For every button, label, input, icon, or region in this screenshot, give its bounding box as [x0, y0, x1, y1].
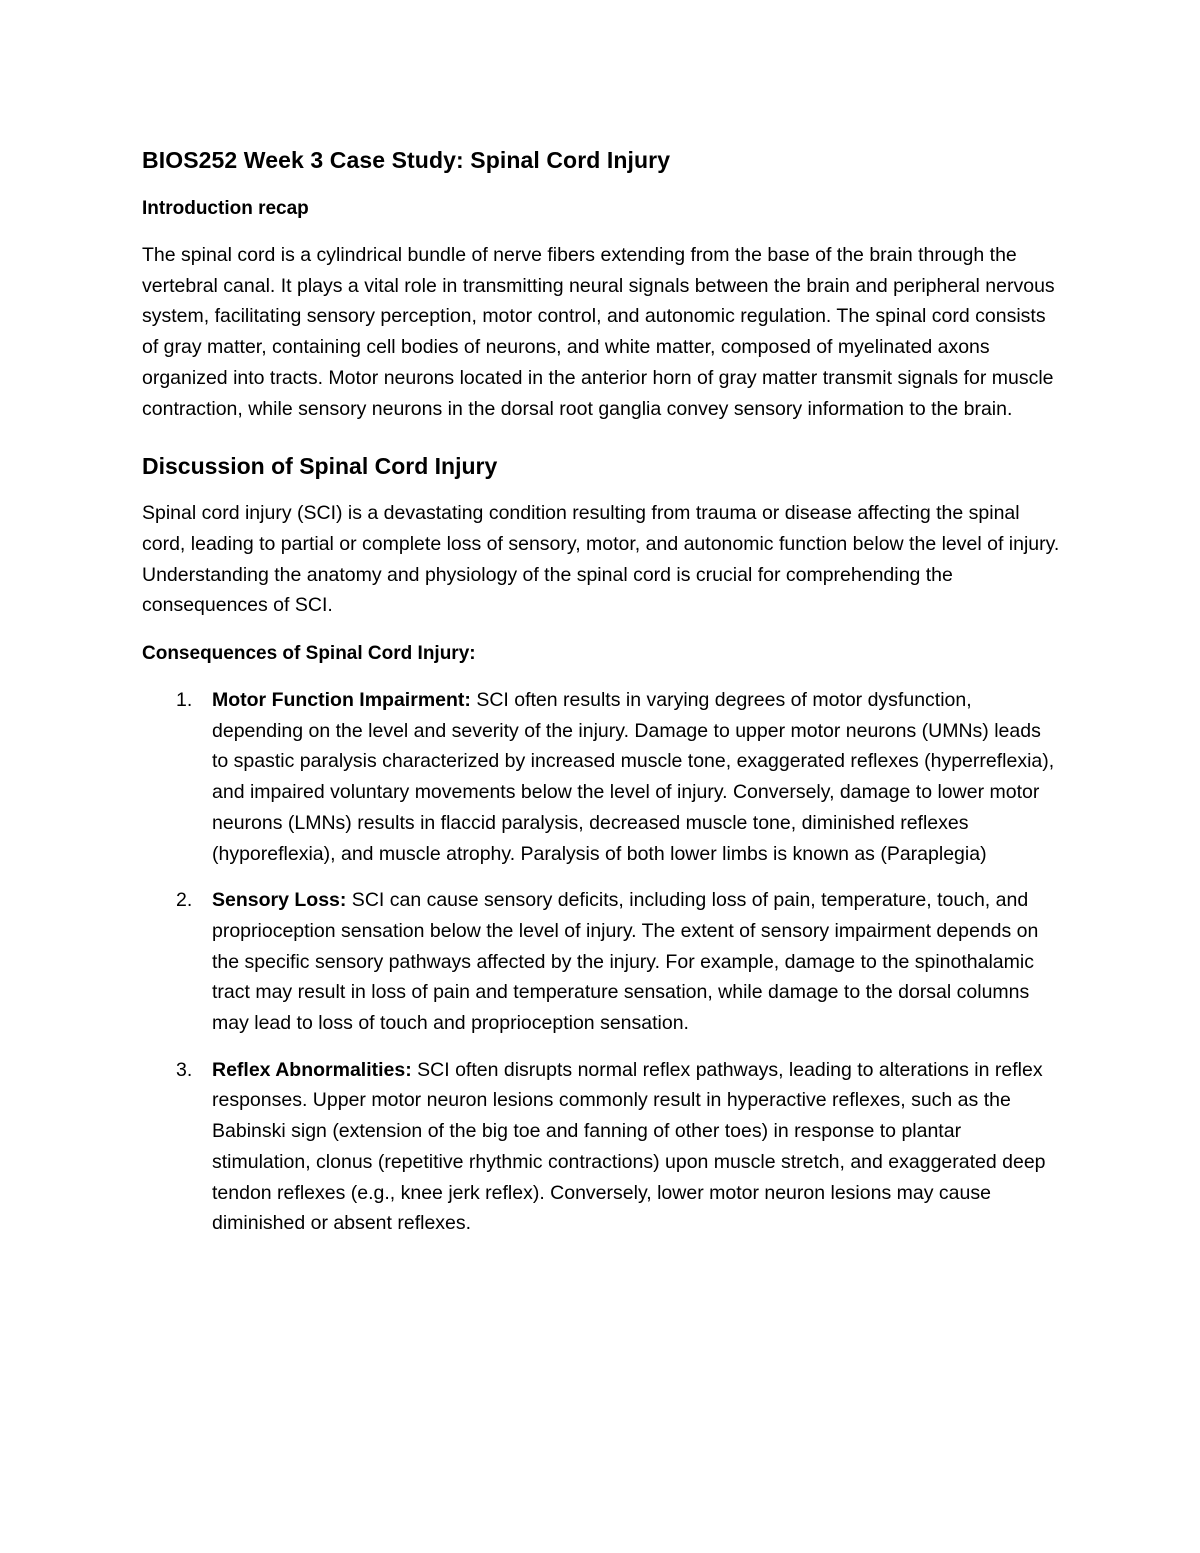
discussion-paragraph: Spinal cord injury (SCI) is a devastating condition resulting from trauma or disease affecting the spinal cord, leading to partial or complete loss of sensory, motor, and autonomic function below the level of injury. Understanding the anatomy and physiology of the spinal cord is crucial for comprehending the consequences of SCI. — [142, 502, 1060, 617]
list-item-sensory-loss — [142, 885, 1062, 1039]
consequences-heading: Consequences of Spinal Cord Injury: — [142, 643, 476, 665]
intro-heading: Introduction recap — [142, 198, 309, 219]
list-item-text: SCI can cause sensory deficits, including loss of pain, temperature, touch, and proprioception sensation below the level of injury. The extent of sensory impairment depends on the specific sensory pathways affected by the injury. For example, damage to the spinothalamic tract may result in loss of pain and temperature sensation, while damage to the dorsal columns may lead to loss of touch and proprioception sensation. — [212, 889, 1039, 1035]
list-item-number: 2. — [176, 889, 193, 912]
list-item-reflex-abnormalities — [142, 1055, 1062, 1239]
list-item-number: 1. — [176, 689, 193, 712]
intro-paragraph: The spinal cord is a cylindrical bundle of nerve fibers extending from the base of the brain through the vertebral canal. It plays a vital role in transmitting neural signals between the brain and peripheral nervous system, facilitating sensory perception, motor control, and autonomic regulation. The spinal cord consists of gray matter, containing cell bodies of neurons, and white matter, composed of myelinated axons organized into tracts. Motor neurons located in the anterior horn of gray matter transmit signals for muscle contraction, while sensory neurons in the dorsal root ganglia convey sensory information to the brain. — [142, 244, 1055, 420]
list-item-term: Reflex Abnormalities: — [212, 1058, 412, 1081]
list-item-term: Motor Function Impairment: — [212, 689, 471, 712]
list-item-text: SCI often results in varying degrees of motor dysfunction, depending on the level and severity of the injury. Damage to upper motor neurons (UMNs) leads to spastic paralysis characterized by increased muscle tone, exaggerated reflexes (hyperreflexia), and impaired voluntary movements below the level of injury. Conversely, damage to lower motor neurons (LMNs) results in flaccid paralysis, decreased muscle tone, diminished reflexes (hyporeflexia), and muscle atrophy. Paralysis of both lower limbs is known as (Paraplegia) — [212, 689, 1055, 865]
document-title: BIOS252 Week 3 Case Study: Spinal Cord Injury — [142, 147, 671, 173]
list-item-number: 3. — [176, 1058, 193, 1081]
list-item-text: SCI often disrupts normal reflex pathways, leading to alterations in reflex responses. Upper motor neuron lesions commonly result in hyperactive reflexes, such as the Babinski sign (extension of the big toe and fanning of other toes) in response to plantar stimulation, clonus (repetitive rhythmic contractions) upon muscle stretch, and exaggerated deep tendon reflexes (e.g., knee jerk reflex). Conversely, lower motor neuron lesions may cause diminished or absent reflexes. — [212, 1058, 1046, 1235]
consequences-list — [142, 685, 1062, 1239]
list-item-term: Sensory Loss: — [212, 889, 347, 912]
list-item-motor-function — [142, 685, 1062, 869]
discussion-heading: Discussion of Spinal Cord Injury — [142, 453, 498, 480]
document-page — [142, 140, 1062, 1255]
